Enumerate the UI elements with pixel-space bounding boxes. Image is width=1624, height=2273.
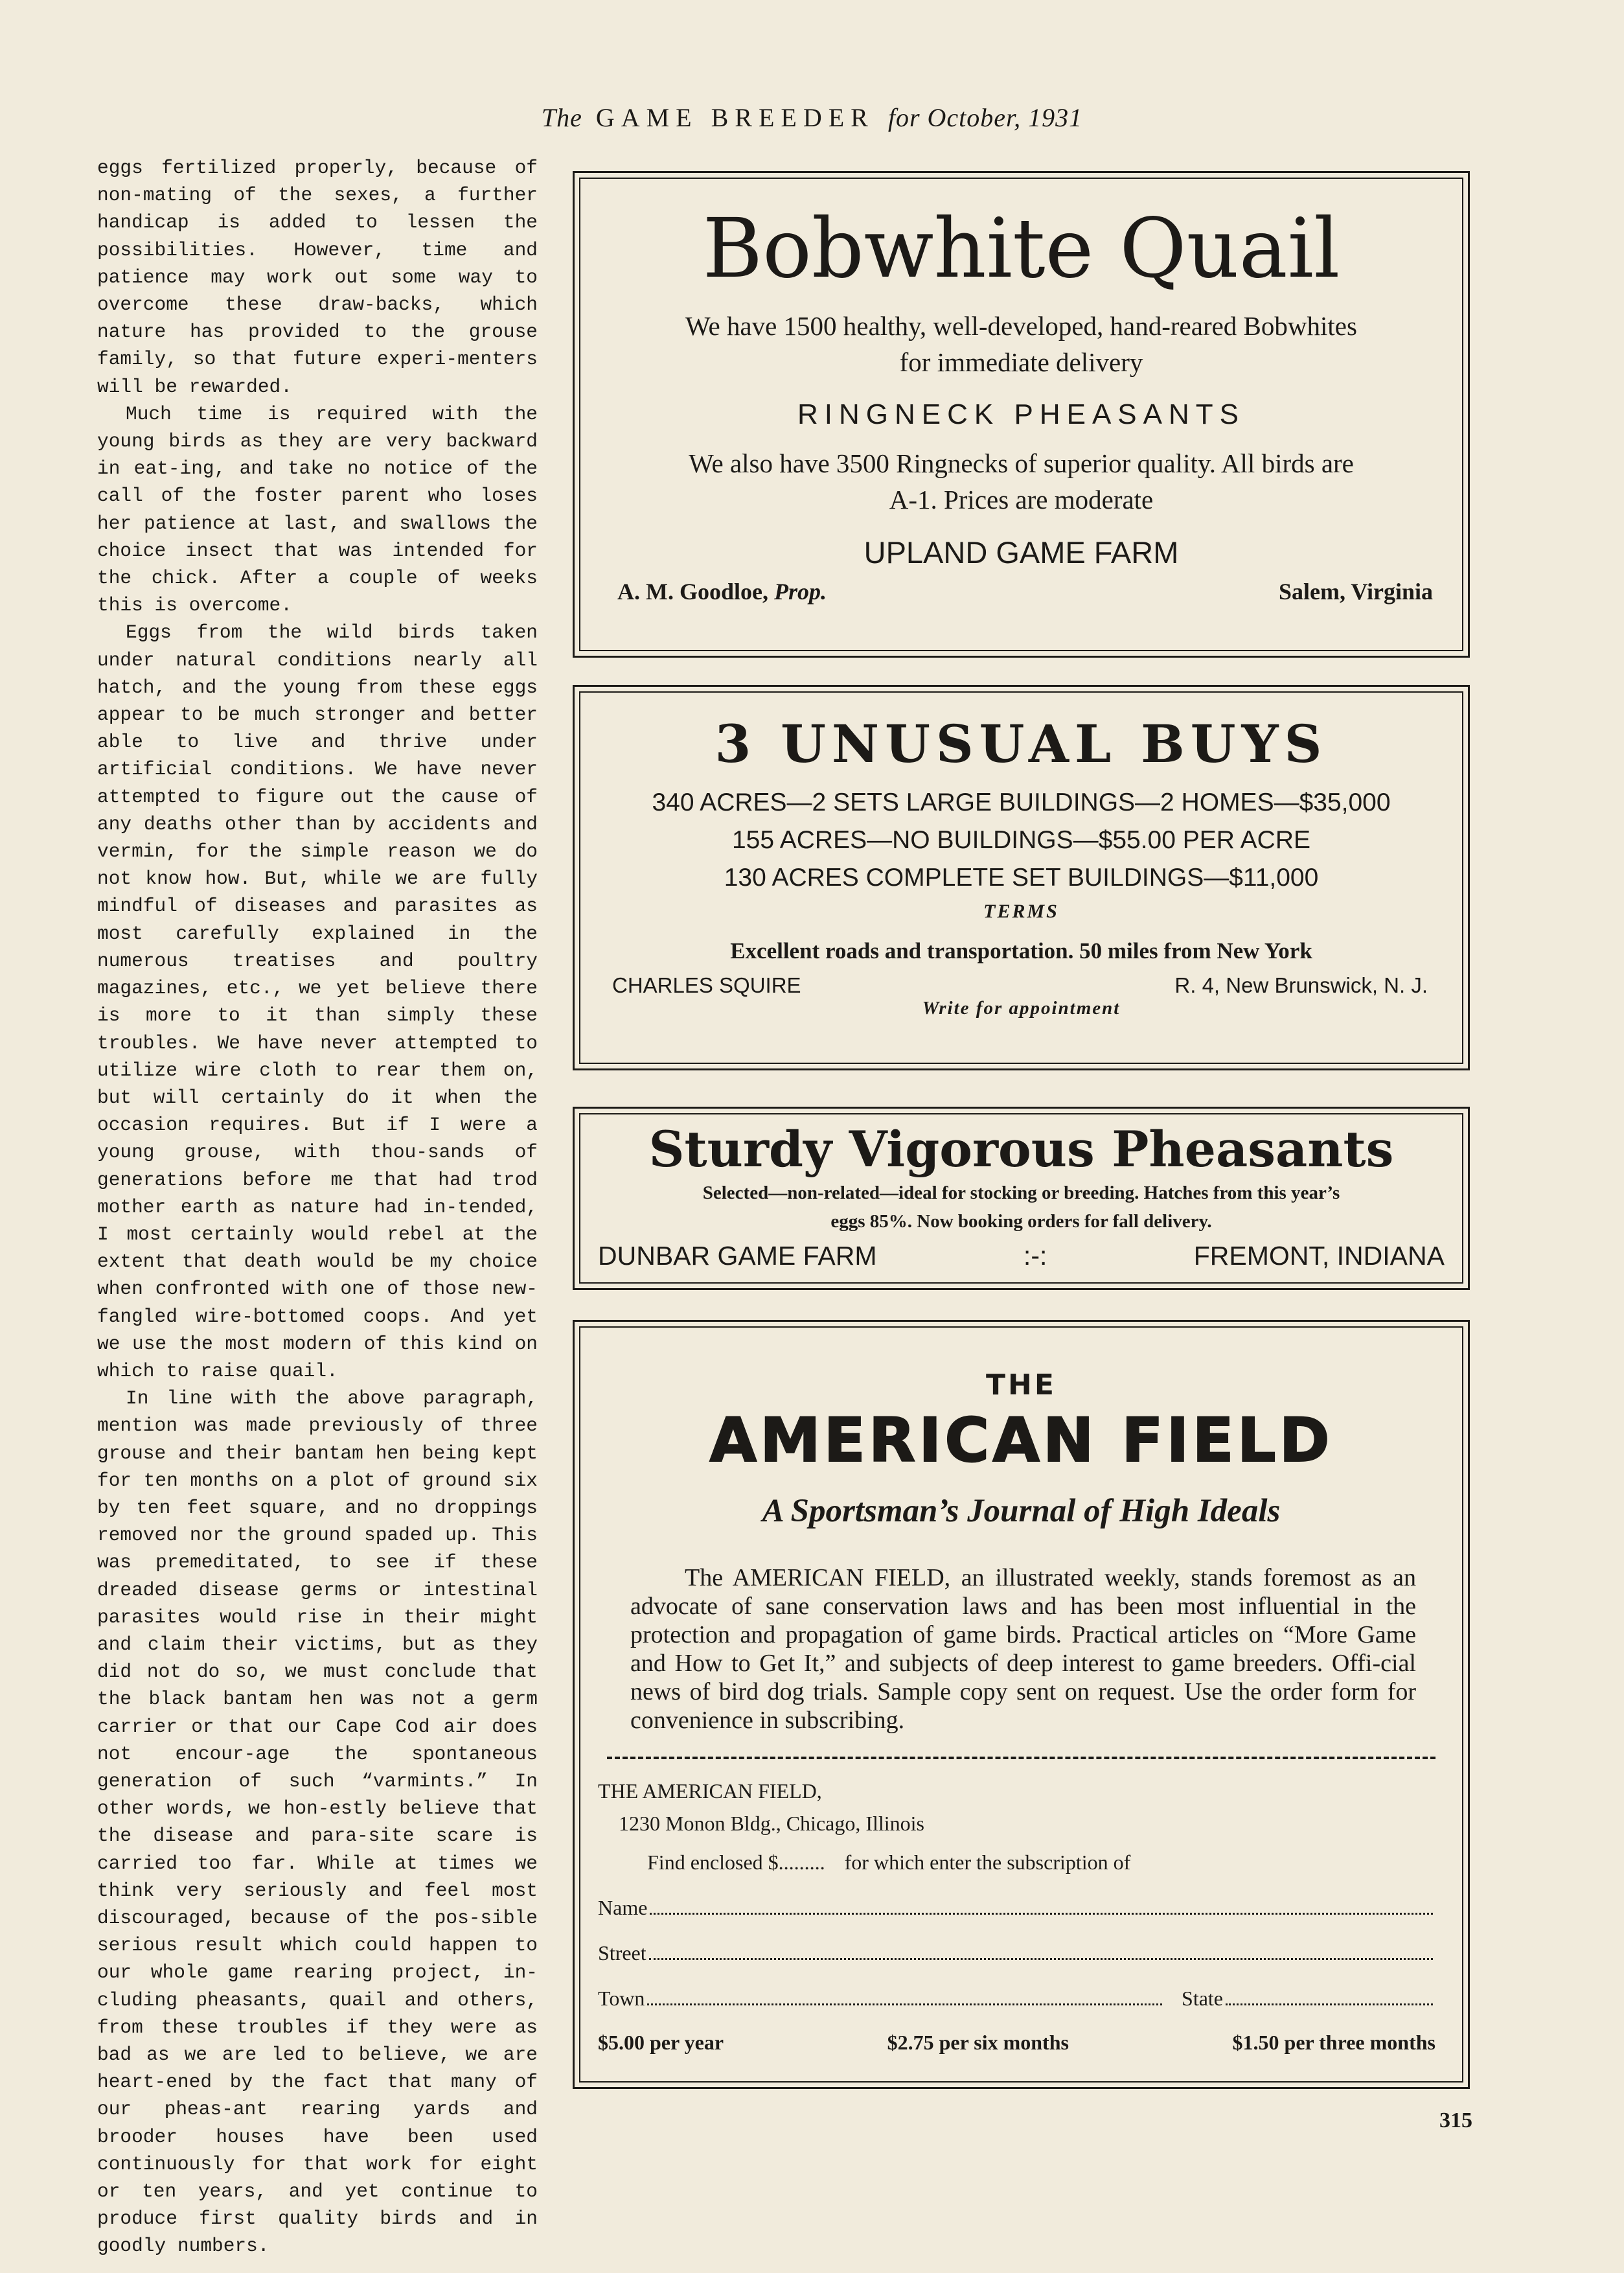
- form-state-label: State: [1182, 1987, 1223, 2010]
- buys-ad-note: Excellent roads and transportation. 50 miles from New York: [730, 938, 1312, 963]
- buys-ad-footer: [575, 973, 1468, 998]
- pheasants-ad-line: Selected—non-related—ideal for stocking or breeding. Hatches from this year’s: [702, 1183, 1340, 1203]
- quail-ad-line: A-1. Prices are moderate: [889, 485, 1154, 514]
- quail-ad-proprietor: [617, 578, 827, 605]
- pheasants-ad-farm: DUNBAR GAME FARM: [598, 1241, 877, 1271]
- header-the: The: [541, 103, 582, 132]
- price-six-months: $2.75 per six months: [887, 2031, 1069, 2054]
- buys-ad-terms: TERMS: [983, 901, 1059, 922]
- quail-advertisement: [573, 171, 1470, 658]
- pheasants-ad-location: FREMONT, INDIANA: [1193, 1241, 1445, 1271]
- running-head: [0, 102, 1624, 133]
- form-name-blank[interactable]: [650, 1913, 1433, 1915]
- price-year: $5.00 per year: [598, 2031, 724, 2054]
- quail-ad-line: We also have 3500 Ringnecks of superior quality. All birds are: [689, 448, 1354, 478]
- article-paragraph: eggs fertilized properly, because of non-mating of the sexes, a further handicap is added to lessen the possibilities. However, time and patience may work out some way to overcome these draw-backs, which nature has provided to the grouse family, so that future experi-menters will be rewarded.: [97, 157, 538, 398]
- header-title: GAME BREEDER: [595, 103, 875, 132]
- proprietor-name: A. M. Goodloe,: [617, 579, 768, 605]
- form-town-label: Town: [598, 1987, 645, 2010]
- form-address: 1230 Monon Bldg., Chicago, Illinois: [619, 1812, 924, 1835]
- field-ad-title: AMERICAN FIELD: [709, 1405, 1333, 1476]
- form-town-blank[interactable]: [647, 2003, 1162, 2005]
- pheasants-ad-title: Sturdy Vigorous Pheasants: [648, 1120, 1394, 1178]
- buys-ad-line: 340 ACRES—2 SETS LARGE BUILDINGS—2 HOMES—$35,000: [652, 789, 1391, 816]
- pheasants-ad-footer: [575, 1241, 1468, 1271]
- field-ad-paragraph: The AMERICAN FIELD, an illustrated weekly, stands foremost as an advocate of sane conservation laws and has been most influential in the protection and propagation of game birds. Practical articles on “More Game and How to Get It,” and subjects of deep interest to game breeders. Offi-cial news of bird dog trials. Sample copy sent on request. Use the order form for convenience in subscribing.: [630, 1564, 1416, 1734]
- buys-ad-title: 3 UNUSUAL BUYS: [715, 713, 1328, 774]
- price-three-months: $1.50 per three months: [1232, 2031, 1435, 2054]
- page-number: 315: [1439, 2108, 1472, 2132]
- quail-ad-title: Bobwhite Quail: [702, 201, 1340, 296]
- quail-ad-farm: UPLAND GAME FARM: [863, 535, 1179, 570]
- subscription-form: [575, 1775, 1468, 2059]
- buys-ad-line: 130 ACRES COMPLETE SET BUILDINGS—$11,000: [724, 864, 1319, 892]
- form-street-blank[interactable]: [649, 1958, 1433, 1960]
- form-town-state-field[interactable]: [598, 1982, 1435, 2014]
- header-date: for October, 1931: [887, 103, 1083, 132]
- quail-ad-location: Salem, Virginia: [1278, 579, 1433, 605]
- field-ad-the: THE: [986, 1368, 1057, 1402]
- quail-ad-line: We have 1500 healthy, well-developed, hand-reared Bobwhites: [685, 311, 1357, 341]
- quail-ad-subtitle: RINGNECK PHEASANTS: [797, 398, 1245, 430]
- buys-ad-seller: CHARLES SQUIRE: [612, 973, 801, 997]
- prop-label: Prop.: [773, 579, 827, 605]
- article-paragraph: In line with the above paragraph, mention was made previously of three grouse and their bantam hen being kept for ten months on a plot of ground six by ten feet square, and no droppings removed nor the ground spaded up. This was premeditated, to see if these dreaded disease germs or intestinal parasites would rise in their might and claim their victims, but as they did not do so, we must conclude that the black bantam hen was not a germ carrier or that our Cape Cod air does not encour-age the spontaneous generation of such “varmints.” In other words, we hon-estly believe that the disease and para-site scare is carried too far. While at times we think very seriously and feel most discouraged, because of the pos-sible serious result which could happen to our whole game rearing project, in-cluding pheasants, quail and others, from these troubles if they were as bad as we are led to believe, we are heart-ened by the fact that many of our pheas-ant rearing yards and brooder houses have been used continuously for that work for eight or ten years, and yet continue to produce first quality birds and in goodly numbers.: [97, 1387, 538, 2257]
- form-enclosed-suffix: for which enter the subscription of: [844, 1851, 1131, 1874]
- buys-ad-write: Write for appointment: [922, 998, 1121, 1019]
- unusual-buys-advertisement: [573, 685, 1470, 1070]
- pheasants-ad-separator: :-:: [1023, 1241, 1047, 1271]
- buys-ad-address: R. 4, New Brunswick, N. J.: [1174, 973, 1428, 997]
- pheasants-ad-line: eggs 85%. Now booking orders for fall delivery.: [830, 1211, 1212, 1232]
- form-addressee: THE AMERICAN FIELD,: [598, 1779, 822, 1803]
- field-ad-subtitle: A Sportsman’s Journal of High Ideals: [762, 1493, 1281, 1529]
- american-field-advertisement: [573, 1320, 1470, 2089]
- pheasants-advertisement: [573, 1107, 1470, 1290]
- form-enclosed-label: Find enclosed $.........: [647, 1851, 825, 1874]
- buys-ad-line: 155 ACRES—NO BUILDINGS—$55.00 PER ACRE: [731, 826, 1311, 854]
- form-name-field[interactable]: [598, 1891, 1435, 1924]
- form-street-label: Street: [598, 1941, 646, 1965]
- article-paragraph: Eggs from the wild birds taken under natural conditions nearly all hatch, and the young from these eggs appear to be much stronger and better able to live and thrive under artificial conditions. We have never attempted to figure out the cause of any deaths other than by accidents and vermin, for the simple reason we do not know how. But, while we are fully mindful of diseases and parasites as most carefully explained in the numerous treatises and poultry magazines, etc., we yet believe there is more to it than simply these troubles. We have never attempted to utilize wire cloth to rear them on, but will certainly do it when the occasion requires. But if I were a young grouse, with thou-sands of generations before me that had trod mother earth as nature had in-tended, I most certainly would rebel at the extent that death would be my choice when confronted with one of those new-fangled wire-bottomed coops. And yet we use the most modern of this kind on which to raise quail.: [97, 621, 538, 1382]
- quail-ad-footer: [575, 565, 1468, 605]
- article-column: [97, 154, 538, 2260]
- article-paragraph: Much time is required with the young birds as they are very backward in eat-ing, and take no notice of the call of the foster parent who loses her patience at last, and swallows the choice insect that was intended for the chick. After a couple of weeks this is overcome.: [97, 402, 538, 617]
- form-cut-line: [607, 1757, 1435, 1759]
- form-prices: [598, 2026, 1435, 2059]
- form-enclosed-line: [598, 1846, 1435, 1878]
- quail-ad-line: for immediate delivery: [899, 347, 1143, 377]
- form-state-blank[interactable]: [1226, 2003, 1433, 2005]
- form-street-field[interactable]: [598, 1937, 1435, 1969]
- form-name-label: Name: [598, 1896, 648, 1919]
